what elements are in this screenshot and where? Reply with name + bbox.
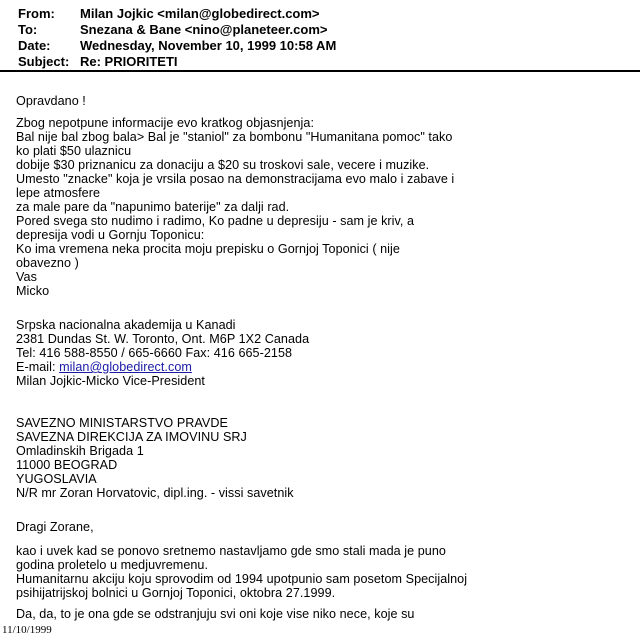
to-label: To:	[18, 22, 38, 37]
date-label: Date:	[18, 38, 51, 53]
from-label: From:	[18, 6, 55, 21]
recipient-line: N/R mr Zoran Horvatovic, dipl.ing. - vissi savetnik	[16, 486, 294, 500]
letter-line: kao i uvek kad se ponovo sretnemo nastavljamo gde smo stali mada je puno	[16, 544, 446, 558]
body-line: ko plati $50 ulaznicu	[16, 144, 132, 158]
from-row	[18, 6, 320, 21]
to-value: Snezana & Bane <nino@planeteer.com>	[80, 22, 328, 37]
body-line: Ko ima vremena neka procita moju prepisku o Gornjoj Toponici ( nije	[16, 242, 400, 256]
letter-line: psihijatrijskoj bolnici u Gornjoj Toponici, oktobra 27.1999.	[16, 586, 336, 600]
signature-phone: Tel: 416 588-8550 / 665-6660 Fax: 416 665-2158	[16, 346, 293, 360]
email-label: E-mail:	[16, 360, 60, 374]
recipient-line: YUGOSLAVIA	[16, 472, 97, 486]
date-row	[18, 38, 336, 53]
email-link[interactable]: milan@globedirect.com	[59, 360, 192, 374]
greeting: Opravdano !	[16, 94, 86, 108]
body-line: Umesto "znacke" koja je vrsila posao na demonstracijama evo malo i zabave i	[16, 172, 455, 186]
to-row	[18, 22, 327, 37]
letter-line: godina proletelo u medjuvremenu.	[16, 558, 209, 572]
subject-label: Subject:	[18, 54, 70, 69]
body-line: dobije $30 priznanicu za donaciju a $20 su troskovi sale, vecere i muzike.	[16, 158, 430, 172]
body-line: Vas	[16, 270, 37, 284]
letter-salutation: Dragi Zorane,	[16, 520, 94, 534]
body-line: depresija vodi u Gornju Toponicu:	[16, 228, 205, 242]
recipient-line: SAVEZNO MINISTARSTVO PRAVDE	[16, 416, 228, 430]
header-divider	[0, 70, 640, 72]
subject-row	[18, 54, 178, 69]
body-line: Pored svega sto nudimo i radimo, Ko padne u depresiju - sam je kriv, a	[16, 214, 415, 228]
recipient-line: SAVEZNA DIREKCIJA ZA IMOVINU SRJ	[16, 430, 247, 444]
signature-address: 2381 Dundas St. W. Toronto, Ont. M6P 1X2 Canada	[16, 332, 310, 346]
body-line: Zbog nepotpune informacije evo kratkog objasnjenja:	[16, 116, 314, 130]
body-line: lepe atmosfere	[16, 186, 101, 200]
body-line: Bal nije bal zbog bala> Bal je "staniol" za bombonu "Humanitana pomoc" tako	[16, 130, 453, 144]
letter-line: Humanitarnu akciju koju sprovodim od 1994 upotpunio sam posetom Specijalnoj	[16, 572, 468, 586]
letter-line: Da, da, to je ona gde se odstranjuju svi oni koje vise niko nece, koje su	[16, 607, 415, 621]
signature-email-row	[16, 360, 192, 374]
recipient-line: Omladinskih Brigada 1	[16, 444, 144, 458]
from-value: Milan Jojkic <milan@globedirect.com>	[80, 6, 320, 21]
footer-date: 11/10/1999	[2, 624, 52, 636]
recipient-line: 11000 BEOGRAD	[16, 458, 118, 472]
signature-org: Srpska nacionalna akademija u Kanadi	[16, 318, 236, 332]
body-line: obavezno )	[16, 256, 79, 270]
signature-name: Milan Jojkic-Micko Vice-President	[16, 374, 205, 388]
subject-value: Re: PRIORITETI	[80, 54, 178, 69]
date-value: Wednesday, November 10, 1999 10:58 AM	[80, 38, 337, 53]
body-line: Micko	[16, 284, 50, 298]
body-line: za male pare da "napunimo baterije" za dalji rad.	[16, 200, 290, 214]
